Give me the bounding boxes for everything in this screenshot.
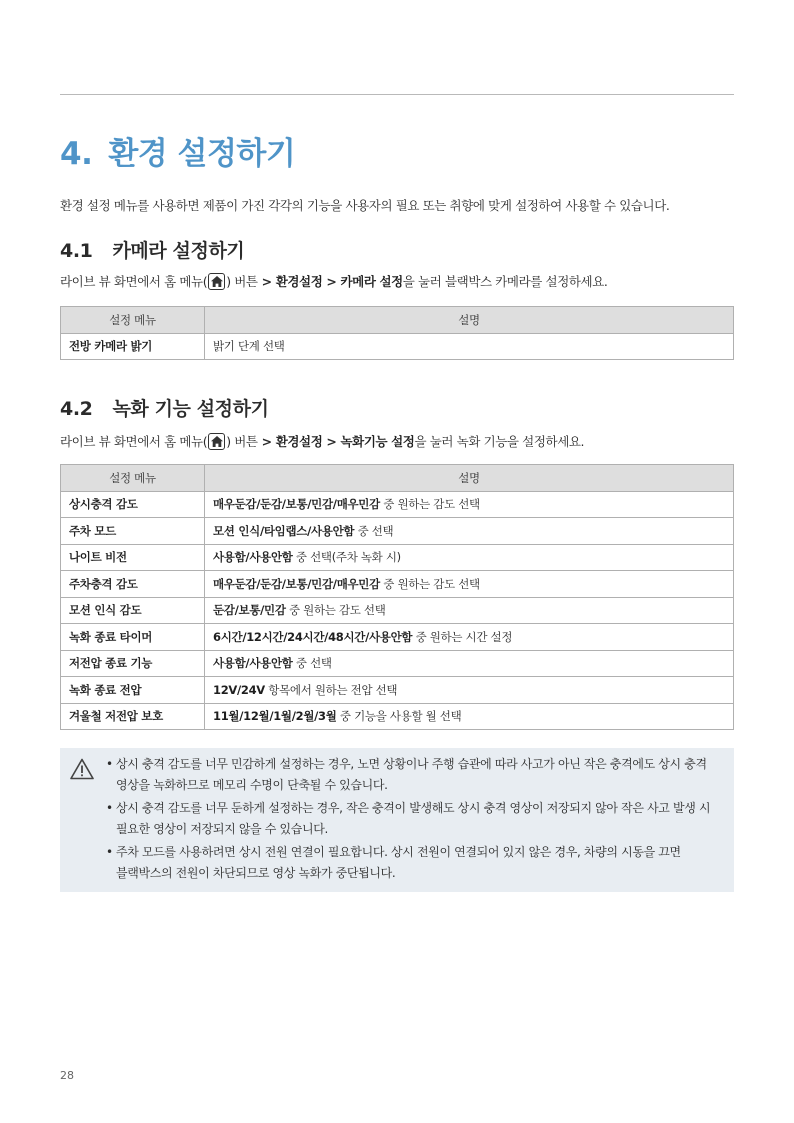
desc-text: 중 선택(주차 녹화 시) bbox=[292, 550, 401, 565]
desc-options: 11월/12월/1월/2월/3월 bbox=[213, 709, 337, 724]
table-header: 설정 메뉴 bbox=[61, 465, 205, 492]
instruction-suffix: 을 눌러 녹화 기능을 설정하세요. bbox=[414, 434, 585, 449]
desc-text: 중 원하는 감도 선택 bbox=[379, 576, 480, 591]
table-cell-desc bbox=[205, 624, 734, 651]
table-row bbox=[61, 518, 734, 545]
section-instruction bbox=[60, 272, 607, 290]
desc-text: 중 기능을 사용할 월 선택 bbox=[336, 709, 462, 724]
section-instruction bbox=[60, 432, 584, 450]
table-row bbox=[61, 703, 734, 730]
notice-line: 상시 충격 감도를 너무 둔하게 설정하는 경우, 작은 충격이 발생해도 상시 충격 영상이 저장되지 않아 작은 사고 발생 시 bbox=[116, 801, 711, 815]
table-cell-desc bbox=[205, 491, 734, 518]
chevron-right-icon: > bbox=[326, 273, 337, 289]
table-header: 설정 메뉴 bbox=[61, 307, 205, 334]
table-row bbox=[61, 677, 734, 704]
instruction-path-1: 환경설정 bbox=[275, 274, 323, 289]
desc-options: 6시간/12시간/24시간/48시간/사용안함 bbox=[213, 629, 413, 644]
notice-line: 필요한 영상이 저장되지 않을 수 있습니다. bbox=[116, 821, 328, 836]
instruction-prefix: 라이브 뷰 화면에서 홈 메뉴( bbox=[60, 274, 208, 289]
notice-item bbox=[106, 798, 728, 839]
table-header: 설명 bbox=[205, 465, 734, 492]
home-icon bbox=[208, 433, 225, 450]
table-row bbox=[61, 650, 734, 677]
table-cell-desc bbox=[205, 544, 734, 571]
notice-line: 영상을 녹화하므로 메모리 수명이 단축될 수 있습니다. bbox=[116, 777, 388, 792]
table-cell-label: 전방 카메라 밝기 bbox=[61, 333, 205, 360]
section-title bbox=[60, 394, 269, 421]
table-row bbox=[61, 571, 734, 598]
table-cell-desc bbox=[205, 650, 734, 677]
chevron-right-icon: > bbox=[326, 433, 337, 449]
table-cell-label: 모션 인식 감도 bbox=[61, 597, 205, 624]
table-row bbox=[61, 491, 734, 518]
section-number: 4.2 bbox=[60, 398, 93, 420]
section-title bbox=[60, 236, 244, 263]
instruction-path-2: 카메라 설정 bbox=[340, 274, 403, 289]
table-cell-label: 주차 모드 bbox=[61, 518, 205, 545]
desc-text: 중 선택 bbox=[354, 523, 394, 538]
table-row bbox=[61, 333, 734, 360]
table-cell-desc bbox=[205, 597, 734, 624]
notice-item bbox=[106, 754, 728, 795]
desc-options: 12V/24V bbox=[213, 682, 265, 697]
notice-line: 블랙박스의 전원이 차단되므로 영상 녹화가 중단됩니다. bbox=[116, 865, 396, 880]
table-row bbox=[61, 597, 734, 624]
desc-options: 사용함/사용안함 bbox=[213, 550, 293, 565]
table-cell-label: 상시충격 감도 bbox=[61, 491, 205, 518]
section-title-text: 카메라 설정하기 bbox=[112, 240, 245, 262]
table-cell-label: 저전압 종료 기능 bbox=[61, 650, 205, 677]
desc-options: 매우둔감/둔감/보통/민감/매우민감 bbox=[213, 497, 380, 512]
desc-text: 밝기 단계 선택 bbox=[213, 339, 285, 354]
instruction-after-icon: ) 버튼 bbox=[226, 274, 258, 289]
table-cell-label: 주차충격 감도 bbox=[61, 571, 205, 598]
chevron-right-icon: > bbox=[261, 273, 272, 289]
table-header-row bbox=[61, 465, 734, 492]
chevron-right-icon: > bbox=[261, 433, 272, 449]
desc-options: 사용함/사용안함 bbox=[213, 656, 293, 671]
desc-options: 매우둔감/둔감/보통/민감/매우민감 bbox=[213, 576, 380, 591]
table-cell-label: 나이트 비전 bbox=[61, 544, 205, 571]
desc-text: 중 원하는 시간 설정 bbox=[412, 629, 513, 644]
desc-options: 모션 인식/타임랩스/사용안함 bbox=[213, 523, 355, 538]
instruction-prefix: 라이브 뷰 화면에서 홈 메뉴( bbox=[60, 434, 208, 449]
home-icon bbox=[208, 273, 225, 290]
notice-line: 주차 모드를 사용하려면 상시 전원 연결이 필요합니다. 상시 전원이 연결되어 있지 않은 경우, 차량의 시동을 끄면 bbox=[116, 845, 681, 859]
instruction-after-icon: ) 버튼 bbox=[226, 434, 258, 449]
instruction-suffix: 을 눌러 블랙박스 카메라를 설정하세요. bbox=[402, 274, 608, 289]
chapter-number: 4. bbox=[60, 136, 93, 172]
table-cell-desc bbox=[205, 677, 734, 704]
top-rule bbox=[60, 94, 734, 95]
table-cell-desc bbox=[205, 703, 734, 730]
table-header: 설명 bbox=[205, 307, 734, 334]
table-cell-label: 녹화 종료 타이머 bbox=[61, 624, 205, 651]
section-number: 4.1 bbox=[60, 240, 93, 262]
recording-settings-table bbox=[60, 464, 734, 730]
table-cell-label: 녹화 종료 전압 bbox=[61, 677, 205, 704]
table-row bbox=[61, 624, 734, 651]
instruction-path-1: 환경설정 bbox=[275, 434, 323, 449]
instruction-path-2: 녹화기능 설정 bbox=[340, 434, 415, 449]
desc-text: 중 선택 bbox=[292, 656, 332, 671]
table-cell-label: 겨울철 저전압 보호 bbox=[61, 703, 205, 730]
camera-settings-table bbox=[60, 306, 734, 360]
section-title-text: 녹화 기능 설정하기 bbox=[112, 398, 269, 420]
notice-line: 상시 충격 감도를 너무 민감하게 설정하는 경우, 노면 상황이나 주행 습관에 따라 사고가 아닌 작은 충격에도 상시 충격 bbox=[116, 757, 707, 771]
chapter-title bbox=[60, 128, 295, 173]
warning-icon bbox=[70, 758, 94, 784]
table-cell-desc bbox=[205, 518, 734, 545]
notice-item bbox=[106, 842, 728, 883]
notice-list bbox=[106, 754, 728, 886]
table-row bbox=[61, 544, 734, 571]
table-header-row bbox=[61, 307, 734, 334]
page-number: 28 bbox=[60, 1069, 74, 1082]
desc-options: 둔감/보통/민감 bbox=[213, 603, 286, 618]
table-cell-desc bbox=[205, 333, 734, 360]
notice-box bbox=[60, 748, 734, 892]
table-cell-desc bbox=[205, 571, 734, 598]
desc-text: 중 원하는 감도 선택 bbox=[379, 497, 480, 512]
desc-text: 항목에서 원하는 전압 선택 bbox=[264, 682, 398, 697]
desc-text: 중 원하는 감도 선택 bbox=[285, 603, 386, 618]
chapter-title-text: 환경 설정하기 bbox=[108, 136, 296, 172]
intro-text: 환경 설정 메뉴를 사용하면 제품이 가진 각각의 기능을 사용자의 필요 또는 취향에 맞게 설정하여 사용할 수 있습니다. bbox=[60, 198, 670, 213]
